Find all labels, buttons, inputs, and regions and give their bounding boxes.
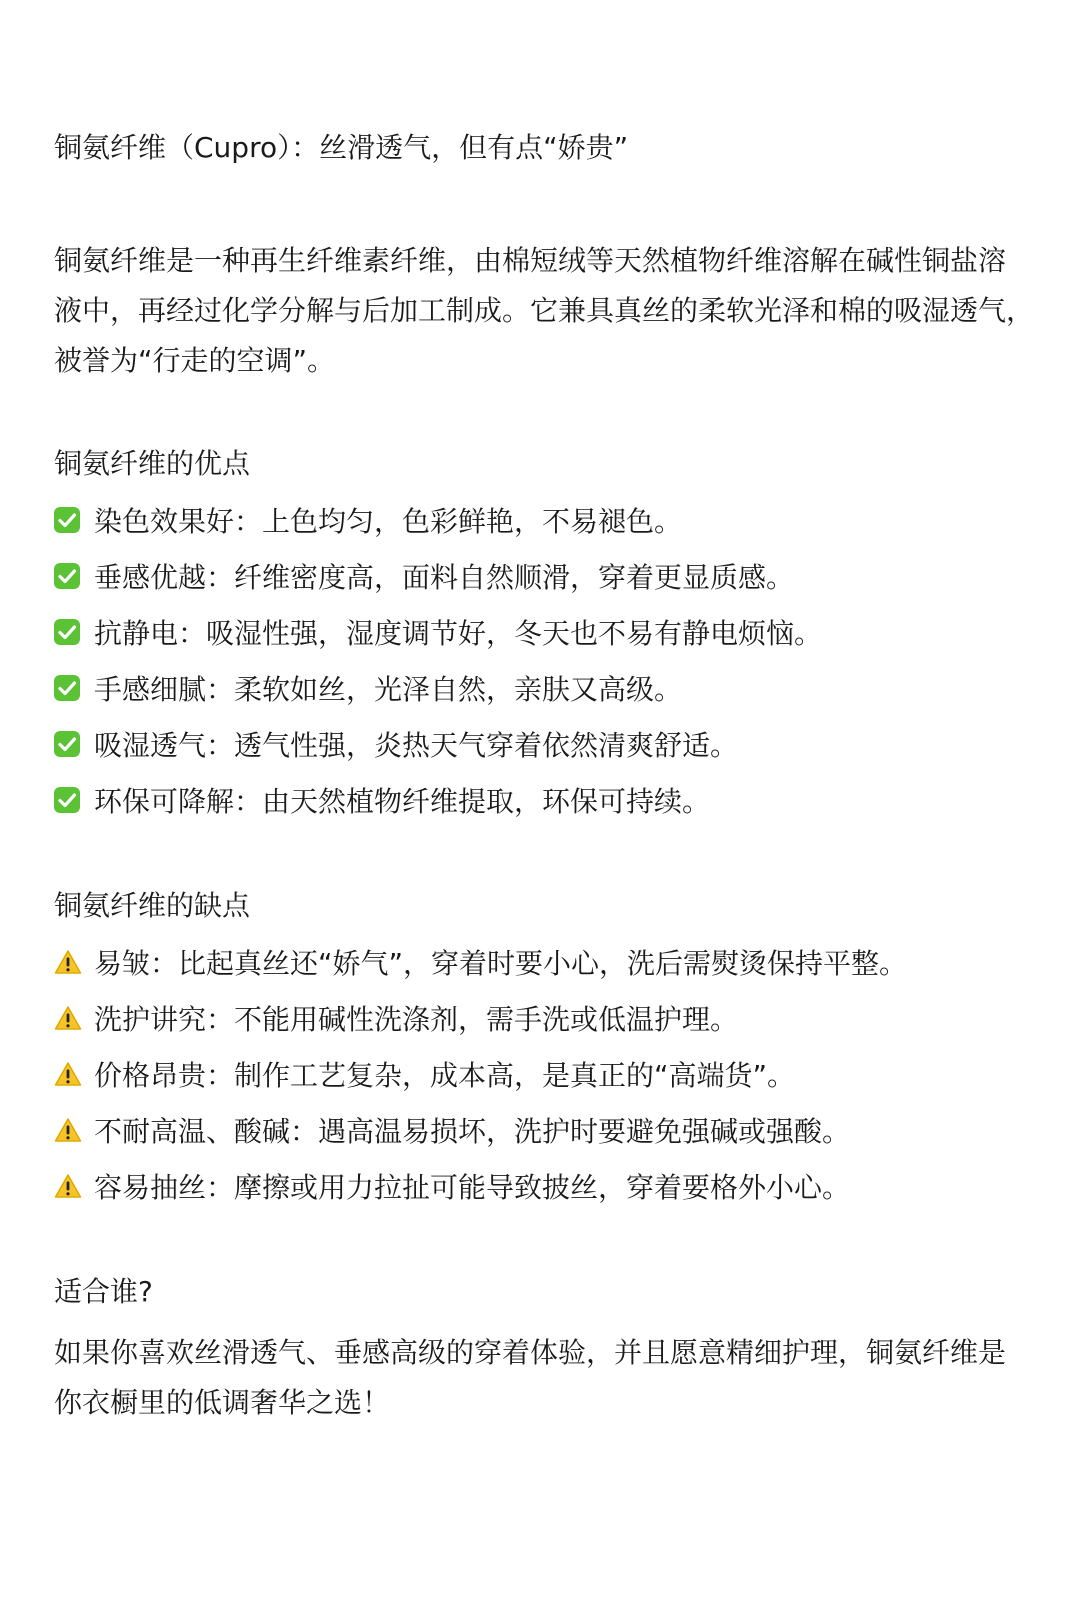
pros-list-item	[54, 772, 822, 828]
cons-list-item	[54, 990, 907, 1046]
intro-line: 铜氨纤维是一种再生纤维素纤维，由棉短绒等天然植物纤维溶解在碱性铜盐溶	[54, 244, 1007, 277]
pros-item-text: 染色效果好：上色均匀，色彩鲜艳，不易褪色。	[94, 505, 683, 538]
cons-heading: 铜氨纤维的缺点	[54, 889, 251, 922]
suitable-line: 你衣橱里的低调奢华之选！	[54, 1386, 391, 1419]
pros-list-item	[54, 548, 822, 604]
pros-item-text: 抗静电：吸湿性强，湿度调节好，冬天也不易有静电烦恼。	[94, 617, 823, 650]
article-title: 铜氨纤维（Cupro）：丝滑透气，但有点“娇贵”	[54, 131, 629, 164]
intro-line: 被誉为“行走的空调”。	[54, 344, 336, 377]
check-mark-icon	[54, 563, 80, 589]
check-mark-icon	[54, 619, 80, 645]
cons-list-item	[54, 934, 907, 990]
cons-list	[54, 934, 907, 1214]
warning-icon	[54, 1117, 82, 1143]
suitable-paragraph	[54, 1328, 1034, 1428]
pros-item-text: 吸湿透气：透气性强，炎热天气穿着依然清爽舒适。	[94, 729, 739, 762]
warning-icon	[54, 949, 82, 975]
suitable-heading: 适合谁?	[54, 1275, 153, 1308]
warning-icon	[54, 1061, 82, 1087]
cons-list-item	[54, 1046, 907, 1102]
cons-item-text: 容易抽丝：摩擦或用力拉扯可能导致披丝，穿着要格外小心。	[94, 1171, 851, 1204]
pros-item-text: 环保可降解：由天然植物纤维提取，环保可持续。	[94, 785, 711, 818]
check-mark-icon	[54, 507, 80, 533]
pros-list	[54, 492, 822, 828]
suitable-line: 如果你喜欢丝滑透气、垂感高级的穿着体验，并且愿意精细护理，铜氨纤维是	[54, 1336, 1007, 1369]
cons-item-text: 洗护讲究：不能用碱性洗涤剂，需手洗或低温护理。	[94, 1003, 739, 1036]
pros-heading: 铜氨纤维的优点	[54, 447, 251, 480]
check-mark-icon	[54, 675, 80, 701]
cons-list-item	[54, 1158, 907, 1214]
cons-item-text: 不耐高温、酸碱：遇高温易损坏，洗护时要避免强碱或强酸。	[94, 1115, 851, 1148]
check-mark-icon	[54, 731, 80, 757]
pros-list-item	[54, 660, 822, 716]
pros-list-item	[54, 492, 822, 548]
pros-item-text: 手感细腻：柔软如丝，光泽自然，亲肤又高级。	[94, 673, 683, 706]
cons-item-text: 易皱：比起真丝还“娇气”，穿着时要小心，洗后需熨烫保持平整。	[94, 947, 908, 980]
cons-item-text: 价格昂贵：制作工艺复杂，成本高，是真正的“高端货”。	[94, 1059, 796, 1092]
intro-line: 液中，再经过化学分解与后加工制成。它兼具真丝的柔软光泽和棉的吸湿透气，	[54, 294, 1035, 327]
warning-icon	[54, 1005, 82, 1031]
pros-item-text: 垂感优越：纤维密度高，面料自然顺滑，穿着更显质感。	[94, 561, 795, 594]
check-mark-icon	[54, 787, 80, 813]
intro-paragraph	[54, 236, 1034, 386]
cons-list-item	[54, 1102, 907, 1158]
pros-list-item	[54, 716, 822, 772]
pros-list-item	[54, 604, 822, 660]
warning-icon	[54, 1173, 82, 1199]
